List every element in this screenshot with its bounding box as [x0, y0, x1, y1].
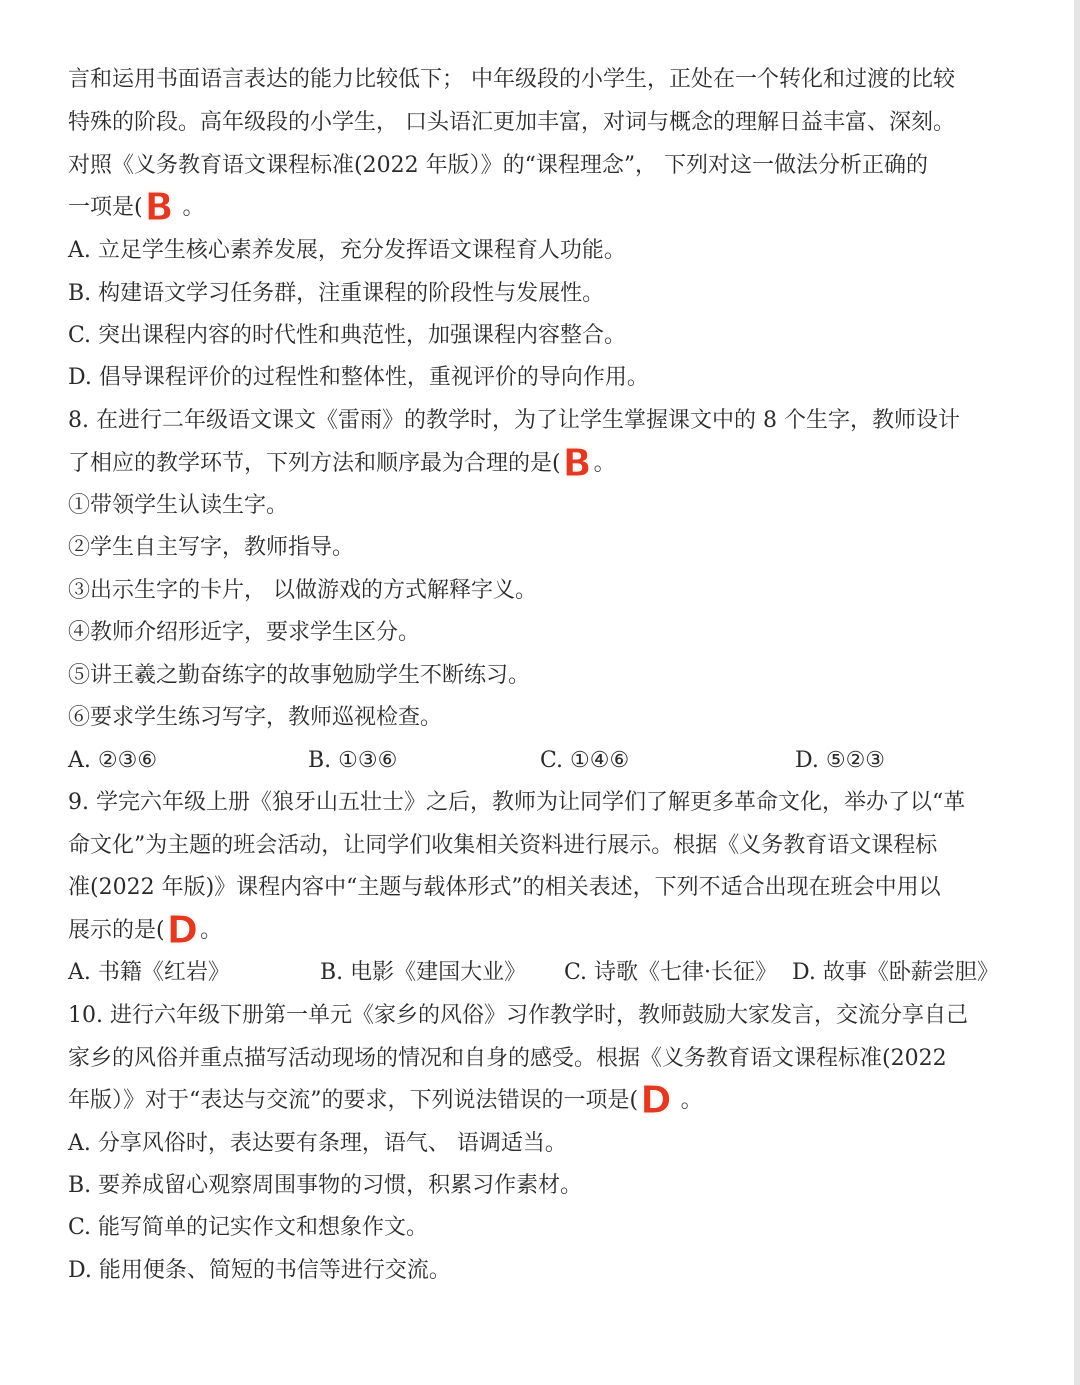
question-stem-text: 年版）》对于“表达与交流”的要求，下列说法错误的一项是( — [68, 1088, 639, 1113]
q8-step-6: ⑥要求学生练习写字，教师巡视检查。 — [68, 705, 443, 730]
option-a: A. 书籍《红岩》 — [68, 960, 230, 985]
q9-line-1: 9. 学完六年级上册《狼牙山五壮士》之后，教师为让同学们了解更多革命文化，举办了以“革 — [68, 790, 966, 815]
answer-mark: D — [166, 908, 199, 952]
option-c: C. 能写简单的记实作文和想象作文。 — [68, 1215, 429, 1240]
option-b: B. 电影《建国大业》 — [320, 960, 527, 985]
option-d: D. ⑤②③ — [795, 748, 886, 773]
q10-line-1: 10. 进行六年级下册第一单元《家乡的风俗》习作教学时，教师鼓励大家发言，交流分享自己 — [68, 1003, 968, 1028]
option-a: A. ②③⑥ — [68, 748, 158, 773]
answer-mark: B — [144, 185, 174, 229]
option-b: B. 构建语文学习任务群，注重课程的阶段性与发展性。 — [68, 281, 605, 306]
q10-line-3 — [68, 1078, 703, 1122]
question-stem-end: 。 — [593, 451, 616, 476]
option-a: A. 立足学生核心素养发展，充分发挥语文课程育人功能。 — [68, 238, 626, 263]
question-stem-end: 。 — [175, 195, 205, 220]
intro-line-2: 特殊的阶段。高年级段的小学生， 口头语汇更加丰富，对词与概念的理解日益丰富、深刻。 — [68, 110, 955, 135]
intro-line-1: 言和运用书面语言表达的能力比较低下； 中年级段的小学生，正处在一个转化和过渡的比较 — [68, 67, 955, 92]
option-c: C. ①④⑥ — [540, 748, 630, 773]
question-stem-text: 展示的是( — [68, 918, 165, 943]
q9-line-3: 准(2022 年版)》课程内容中“主题与载体形式”的相关表述，下列不适合出现在班会中用以 — [68, 875, 941, 900]
option-b: B. 要养成留心观察周围事物的习惯，积累习作素材。 — [68, 1173, 583, 1198]
q8-step-2: ②学生自主写字，教师指导。 — [68, 535, 355, 560]
q8-step-4: ④教师介绍形近字，要求学生区分。 — [68, 620, 421, 645]
intro-line-3: 对照《义务教育语文课程标准(2022 年版）》的“课程理念”， 下列对这一做法分析正确的 — [68, 153, 929, 178]
page-edge — [1074, 0, 1080, 1385]
q8-line-2 — [68, 441, 616, 485]
option-a: A. 分享风俗时，表达要有条理，语气、 语调适当。 — [68, 1131, 567, 1156]
answer-mark: D — [640, 1078, 672, 1122]
option-d: D. 能用便条、简短的书信等进行交流。 — [68, 1258, 451, 1283]
option-b: B. ①③⑥ — [308, 748, 398, 773]
q8-options-row — [68, 744, 1008, 778]
q8-line-1: 8. 在进行二年级语文课文《雷雨》的教学时，为了让学生掌握课文中的 8 个生字，教师设计 — [68, 408, 960, 433]
q8-step-3: ③出示生字的卡片， 以做游戏的方式解释字义。 — [68, 578, 537, 603]
question-stem-text: 一项是( — [68, 195, 143, 220]
option-c: C. 突出课程内容的时代性和典范性，加强课程内容整合。 — [68, 323, 627, 348]
option-c: C. 诗歌《七律·长征》 — [564, 960, 778, 985]
option-d: D. 倡导课程评价的过程性和整体性，重视评价的导向作用。 — [68, 365, 649, 390]
question-stem-end: 。 — [200, 918, 223, 943]
question-stem-end: 。 — [673, 1088, 703, 1113]
q10-line-2: 家乡的风俗并重点描写活动现场的情况和自身的感受。根据《义务教育语文课程标准(2022 — [68, 1046, 947, 1071]
question-stem-text: 了相应的教学环节，下列方法和顺序最为合理的是( — [68, 451, 561, 476]
q9-line-2: 命文化”为主题的班会活动，让同学们收集相关资料进行展示。根据《义务教育语文课程标 — [68, 833, 938, 858]
q9-options-row — [68, 956, 1008, 990]
q8-step-5: ⑤讲王羲之勤奋练字的故事勉励学生不断练习。 — [68, 663, 531, 688]
intro-line-4 — [68, 185, 205, 229]
option-d: D. 故事《卧薪尝胆》 — [792, 960, 999, 985]
answer-mark: B — [562, 441, 592, 485]
q9-line-4 — [68, 908, 223, 952]
q8-step-1: ①带领学生认读生字。 — [68, 493, 289, 518]
